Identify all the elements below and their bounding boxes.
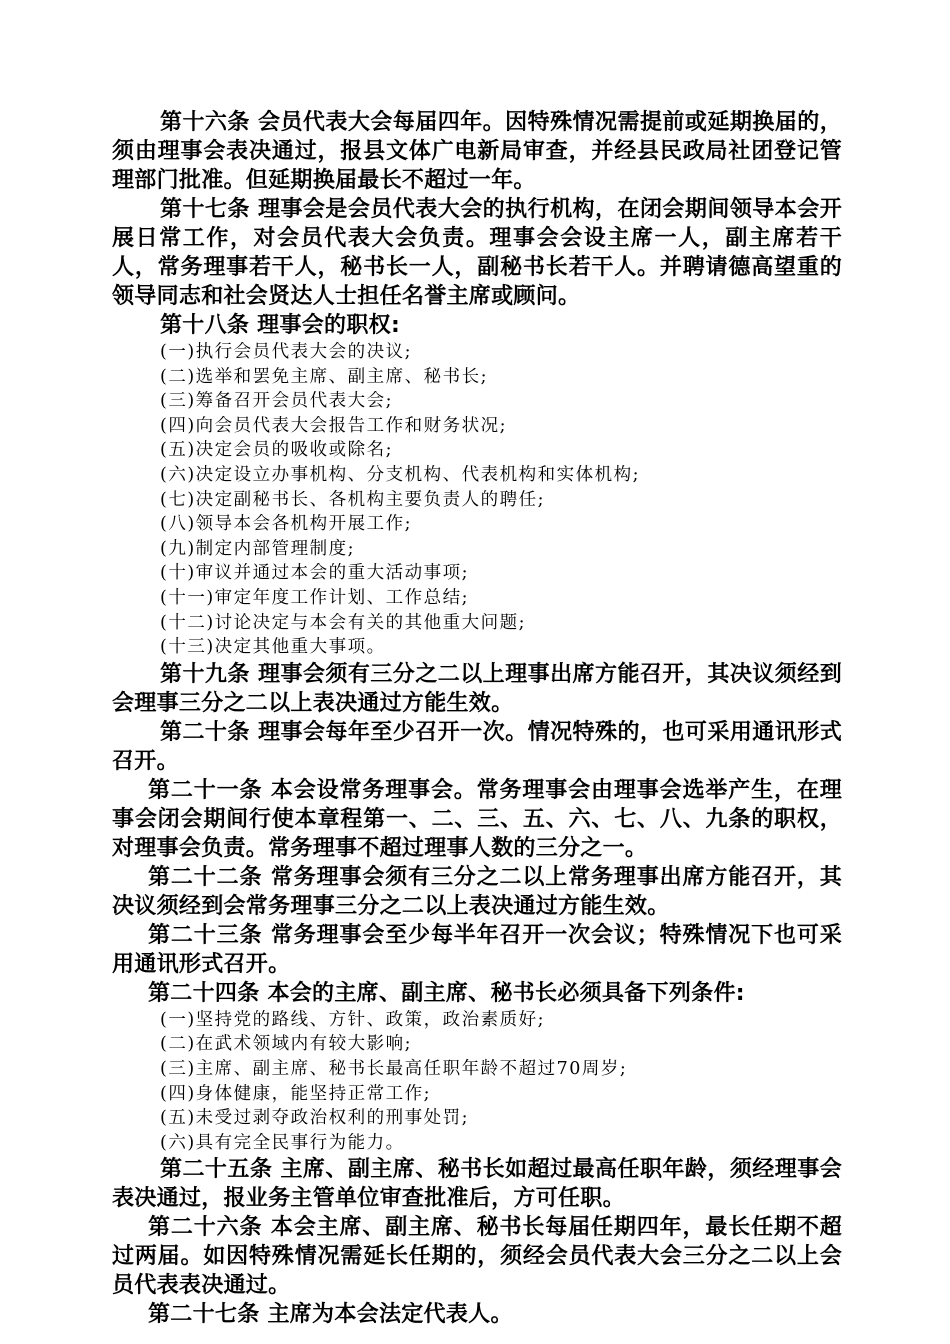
list-item: (七)决定副秘书长、各机构主要负责人的聘任;: [160, 489, 546, 510]
article-21: 第二十一条 本会设常务理事会。常务理事会由理事会选举产生，在理事会闭会期间行使本章程第一、二、三、五、六、七、八、九条的职权，对理事会负责。常务理事不超过理事人数的三分之一。: [112, 777, 842, 861]
article-24-list: [112, 1008, 842, 1156]
article-19: 第十九条 理事会须有三分之二以上理事出席方能召开，其决议须经到会理事三分之二以上表决通过方能生效。: [112, 661, 842, 716]
article-16: 第十六条 会员代表大会每届四年。因特殊情况需提前或延期换届的，须由理事会表决通过，报县文体广电新局审查，并经县民政局社团登记管理部门批准。但延期换届最长不超过一年。: [112, 110, 842, 193]
article-18-heading: 第十八条 理事会的职权:: [160, 313, 401, 338]
article-20: 第二十条 理事会每年至少召开一次。情况特殊的，也可采用通讯形式召开。: [112, 719, 842, 774]
article-25: 第二十五条 主席、副主席、秘书长如超过最高任职年龄，须经理事会表决通过，报业务主管单位审查批准后，方可任职。: [112, 1157, 842, 1212]
list-item: (四)向会员代表大会报告工作和财务状况;: [160, 415, 508, 436]
article-27: 第二十七条 主席为本会法定代表人。: [148, 1302, 513, 1328]
article-22: 第二十二条 常务理事会须有三分之二以上常务理事出席方能召开，其决议须经到会常务理事三分之二以上表决通过方能生效。: [112, 864, 842, 919]
list-item: (十二)讨论决定与本会有关的其他重大问题;: [160, 612, 527, 633]
list-item: (六)决定设立办事机构、分支机构、代表机构和实体机构;: [160, 464, 641, 485]
list-item: (二)在武术领域内有较大影响;: [160, 1034, 413, 1055]
list-item: (二)选举和罢免主席、副主席、秘书长;: [160, 366, 489, 387]
list-item: (一)坚持党的路线、方针、政策，政治素质好;: [160, 1009, 546, 1030]
list-item: (九)制定内部管理制度;: [160, 538, 356, 559]
article-23: 第二十三条 常务理事会至少每半年召开一次会议；特殊情况下也可采用通讯形式召开。: [112, 922, 842, 977]
list-item: (六)具有完全民事行为能力。: [160, 1132, 405, 1153]
list-item: (四)身体健康，能坚持正常工作;: [160, 1083, 432, 1104]
list-item: (十三)决定其他重大事项。: [160, 637, 386, 658]
list-item: (五)未受过剥夺政治权利的刑事处罚;: [160, 1108, 470, 1129]
article-24-heading: 第二十四条 本会的主席、副主席、秘书长必须具备下列条件:: [148, 980, 745, 1006]
article-26: 第二十六条 本会主席、副主席、秘书长每届任期四年，最长任期不超过两届。如因特殊情况需延长任期的，须经会员代表大会三分之二以上会员代表表决通过。: [112, 1215, 842, 1299]
list-item: (五)决定会员的吸收或除名;: [160, 440, 394, 461]
list-item: (十一)审定年度工作计划、工作总结;: [160, 587, 470, 608]
list-item: (三)筹备召开会员代表大会;: [160, 391, 394, 412]
document-body: [112, 108, 842, 1329]
article-18-list: [112, 340, 842, 660]
list-item: (一)执行会员代表大会的决议;: [160, 342, 413, 362]
list-item: (八)领导本会各机构开展工作;: [160, 514, 413, 535]
article-17: 第十七条 理事会是会员代表大会的执行机构，在闭会期间领导本会开展日常工作，对会员代表大会负责。理事会会设主席一人，副主席若干人，常务理事若干人，秘书长一人，副秘书长若干人。并聘请德高望重的领导同志和社会贤达人士担任名誉主席或顾问。: [112, 197, 842, 309]
list-item: (十)审议并通过本会的重大活动事项;: [160, 563, 470, 584]
list-item: (三)主席、副主席、秘书长最高任职年龄不超过70周岁;: [160, 1058, 628, 1079]
